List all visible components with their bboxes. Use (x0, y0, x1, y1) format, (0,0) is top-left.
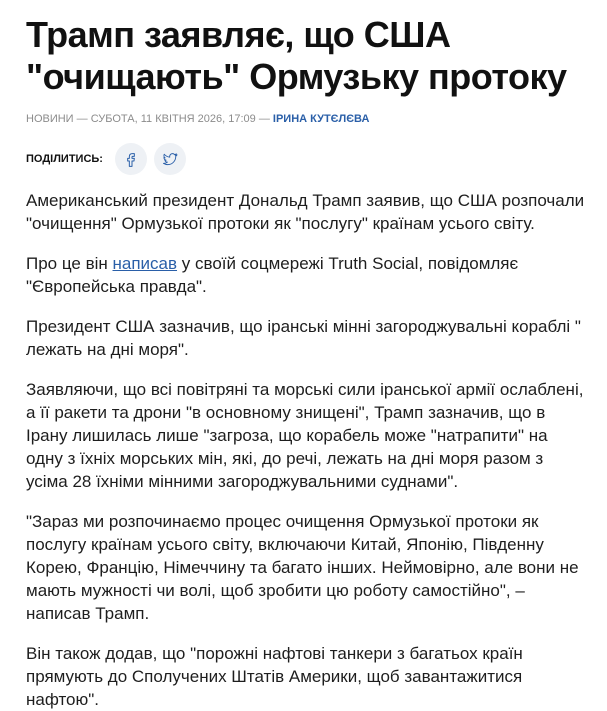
meta-date: НОВИНИ — СУБОТА, 11 КВІТНЯ 2026, 17:09 — (26, 113, 273, 125)
article-body (26, 189, 587, 711)
author-link[interactable]: ІРИНА КУТЄЛЄВА (272, 113, 370, 125)
paragraph-6: Він також додав, що "порожні нафтові танкери з багатьох країн прямують до Сполучених Штатів Америки, щоб завантажитися нафтою". (26, 644, 523, 709)
facebook-icon (123, 151, 139, 167)
paragraph-4: Заявляючи, що всі повітряні та морські сили іранської армії ослаблені, а її ракети та дрони "в основному знищені", Трамп зазначив, що в Ірану лишилась лише "загроза, що корабель може "натрапити" на одну з їхніх морських мін, які, до речі, лежать на дні моря разом з усіма 28 їхніми мінними загороджувальними суднами". (26, 380, 584, 491)
share-bar (26, 143, 587, 175)
source-link[interactable]: написав (112, 254, 178, 273)
facebook-share-button[interactable] (115, 143, 147, 175)
twitter-icon (161, 151, 179, 167)
article-meta (26, 112, 587, 126)
article-title-line-2: "очищають" Ормузьку протоку (26, 56, 567, 97)
article-title (26, 0, 587, 98)
paragraph-1: Американський президент Дональд Трамп заявив, що США розпочали "очищення" Ормузької протоки як "послугу" країнам усього світу. (26, 191, 585, 233)
share-label: ПОДІЛИТИСЬ: (26, 153, 103, 165)
article-title-line-1: Трамп заявляє, що США (26, 14, 451, 55)
paragraph-3: Президент США зазначив, що іранські мінні загороджувальні кораблі " лежать на дні моря". (26, 317, 581, 359)
paragraph-5: "Зараз ми розпочинаємо процес очищення Ормузької протоки як послугу країнам усього світу, включаючи Китай, Японію, Південну Корею, Францію, Німеччину та багато інших. Неймовірно, але вони не мають мужності чи волі, щоб зробити цю роботу самостійно", – написав Трамп. (26, 512, 579, 623)
paragraph-2-start: Про це він (26, 254, 113, 273)
twitter-share-button[interactable] (154, 143, 186, 175)
paragraph-2 (26, 252, 587, 298)
paragraph-2-end: у своїй соцмережі Truth Social, повідомляє "Європейська правда". (26, 254, 519, 296)
